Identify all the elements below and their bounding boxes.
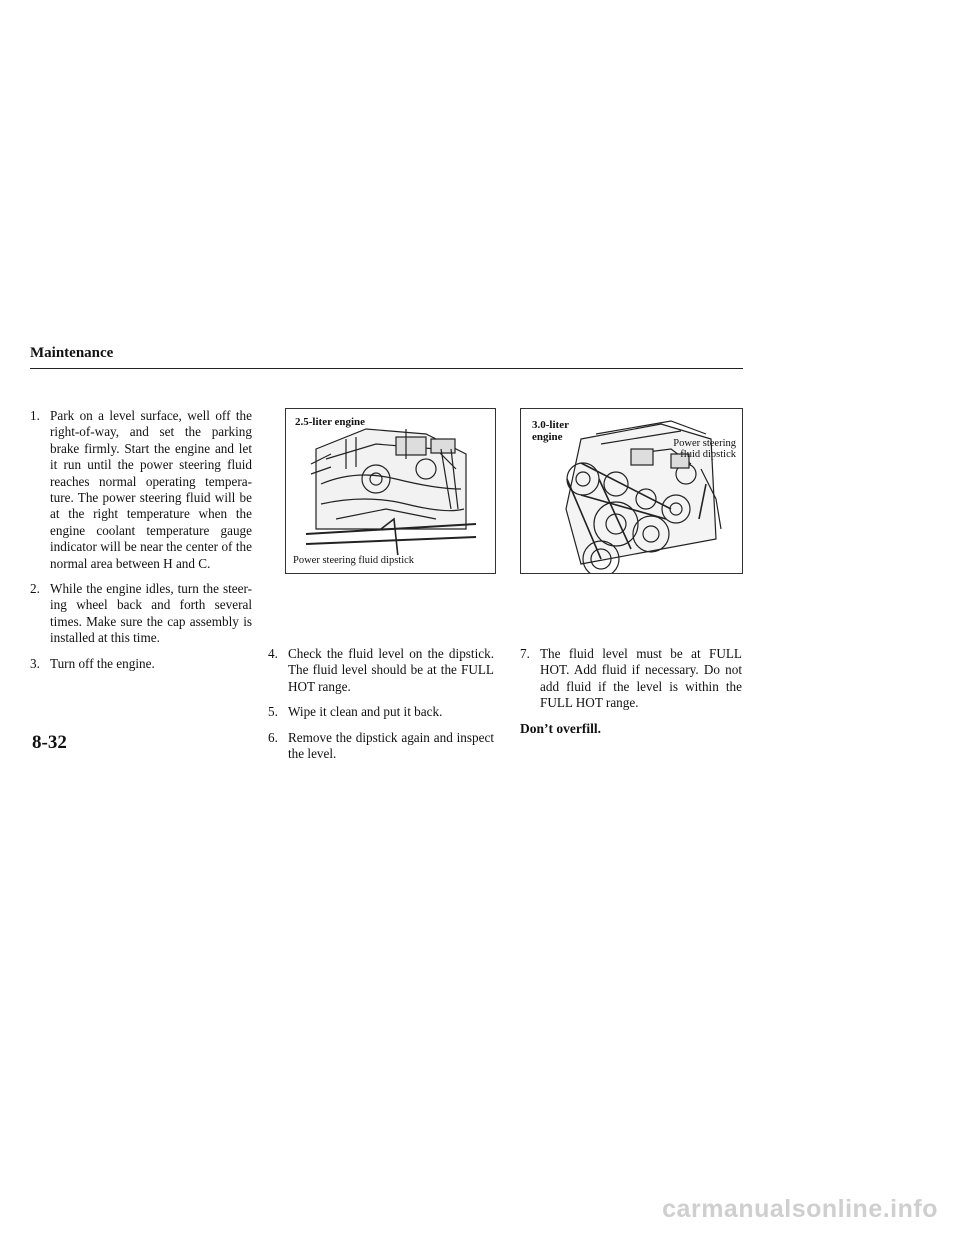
step-item	[268, 730, 494, 763]
step-text: Turn off the engine.	[50, 655, 155, 671]
engine-illustration-25	[286, 409, 495, 573]
step-item	[30, 656, 252, 672]
step-item	[268, 704, 494, 720]
step-number: 4.	[268, 646, 278, 661]
step-item	[520, 646, 742, 712]
figure-part-label: Power steering fluid dipstick	[673, 438, 736, 460]
step-number: 3.	[30, 655, 40, 671]
step-number: 5.	[268, 704, 278, 720]
step-item	[30, 408, 252, 572]
figure-part-label: Power steering fluid dipstick	[293, 555, 415, 566]
middle-column	[268, 646, 494, 771]
step-number: 6.	[268, 729, 278, 745]
steps-list-1	[30, 408, 252, 672]
steps-list-3	[520, 646, 742, 712]
right-column	[520, 646, 742, 737]
warning-note: Don’t overfill.	[520, 720, 601, 736]
header-rule	[30, 368, 743, 369]
step-text: The fluid level must be at FULL HOT. Add fluid if necessary. Do not add fluid if the level is within the FULL HOT range.	[540, 646, 742, 711]
section-title: Maintenance	[30, 345, 114, 361]
step-text: Remove the dipstick again and inspect the level.	[288, 729, 494, 762]
step-number: 1.	[30, 408, 40, 423]
step-text: Park on a level surface, well off the right-of-way, and set the parking brake firmly. Start the engine and let it run until the power steering fluid reaches normal operating tempera-ture. The power steering fluid will be at the right temperature when the engine coolant temperature gauge indicator will be near the center of the normal area between H and C.	[50, 408, 252, 571]
step-text: Check the fluid level on the dipstick. The fluid level should be at the FULL HOT range.	[288, 646, 494, 694]
figure-25-liter-engine	[285, 408, 496, 574]
watermark: carmanualsonline.info	[662, 1195, 938, 1223]
figure-30-liter-engine	[520, 408, 743, 574]
figure-engine-label: 3.0-liter engine	[531, 419, 579, 443]
steps-list-2	[268, 646, 494, 762]
figure-engine-label: 2.5-liter engine	[295, 416, 366, 428]
step-item	[268, 646, 494, 695]
step-item	[30, 581, 252, 647]
step-text: Wipe it clean and put it back.	[288, 704, 443, 720]
step-text: While the engine idles, turn the steer-ing wheel back and forth several times. Make sure the cap assembly is installed at this time.	[50, 581, 252, 646]
step-number: 2.	[30, 581, 40, 597]
left-column	[30, 408, 252, 681]
step-number: 7.	[520, 646, 530, 661]
page-number: 8-32	[32, 732, 67, 753]
